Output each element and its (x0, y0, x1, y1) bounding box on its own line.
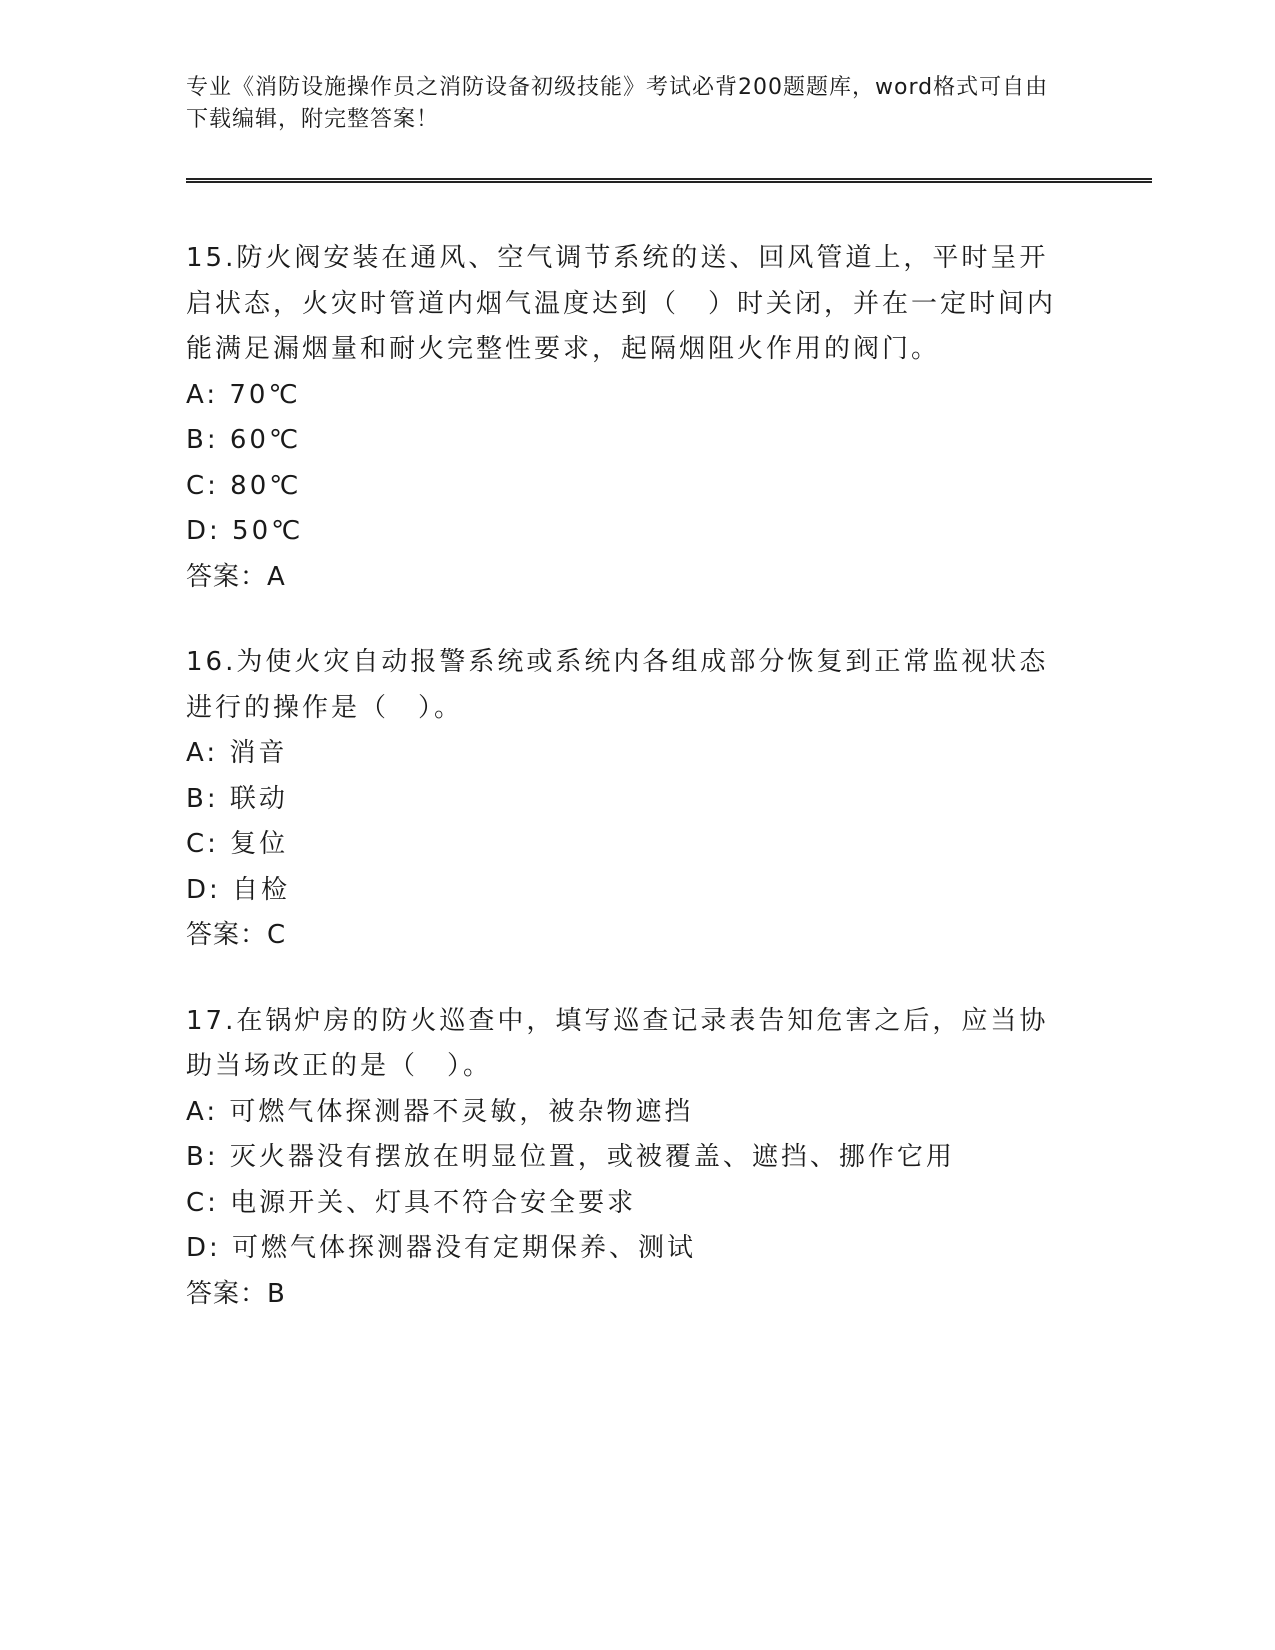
answer: 答案：A (186, 561, 286, 592)
question-stem: 16.为使火灾自动报警系统或系统内各组成部分恢复到正常监视状态进行的操作是（ ）。 (186, 647, 1049, 723)
answer: 答案：C (186, 920, 287, 950)
option-a: A: 可燃气体探测器不灵敏，被杂物遮挡 (186, 1096, 694, 1127)
option-d: D: 自检 (186, 874, 291, 905)
option-a: A: 消音 (186, 738, 288, 768)
header-divider (186, 178, 1152, 183)
option-a: A: 70℃ (186, 379, 301, 410)
question-17 (186, 999, 1066, 1318)
option-d: D: 可燃气体探测器没有定期保养、测试 (186, 1233, 697, 1263)
option-b: B: 60℃ (186, 425, 302, 455)
question-stem: 15.防火阀安装在通风、空气调节系统的送、回风管道上，平时呈开启状态，火灾时管道内烟气温度达到（ ）时关闭，并在一定时间内能满足漏烟量和耐火完整性要求，起隔烟阻火作用的阀门。 (186, 243, 1057, 364)
answer: 答案：B (186, 1278, 286, 1309)
option-c: C: 电源开关、灯具不符合安全要求 (186, 1187, 637, 1218)
option-c: C: 复位 (186, 829, 289, 859)
question-15 (186, 236, 1066, 600)
option-d: D: 50℃ (186, 516, 304, 546)
question-16 (186, 640, 1066, 959)
option-b: B: 灭火器没有摆放在明显位置，或被覆盖、遮挡、挪作它用 (186, 1142, 955, 1172)
question-stem: 17.在锅炉房的防火巡查中，填写巡查记录表告知危害之后，应当协助当场改正的是（ ）。 (186, 1005, 1049, 1081)
option-b: B: 联动 (186, 783, 288, 814)
option-c: C: 80℃ (186, 470, 302, 501)
question-list (186, 236, 1066, 1357)
document-header: 专业《消防设施操作员之消防设备初级技能》考试必背200题题库，word格式可自由下载编辑，附完整答案！ (186, 75, 1049, 132)
